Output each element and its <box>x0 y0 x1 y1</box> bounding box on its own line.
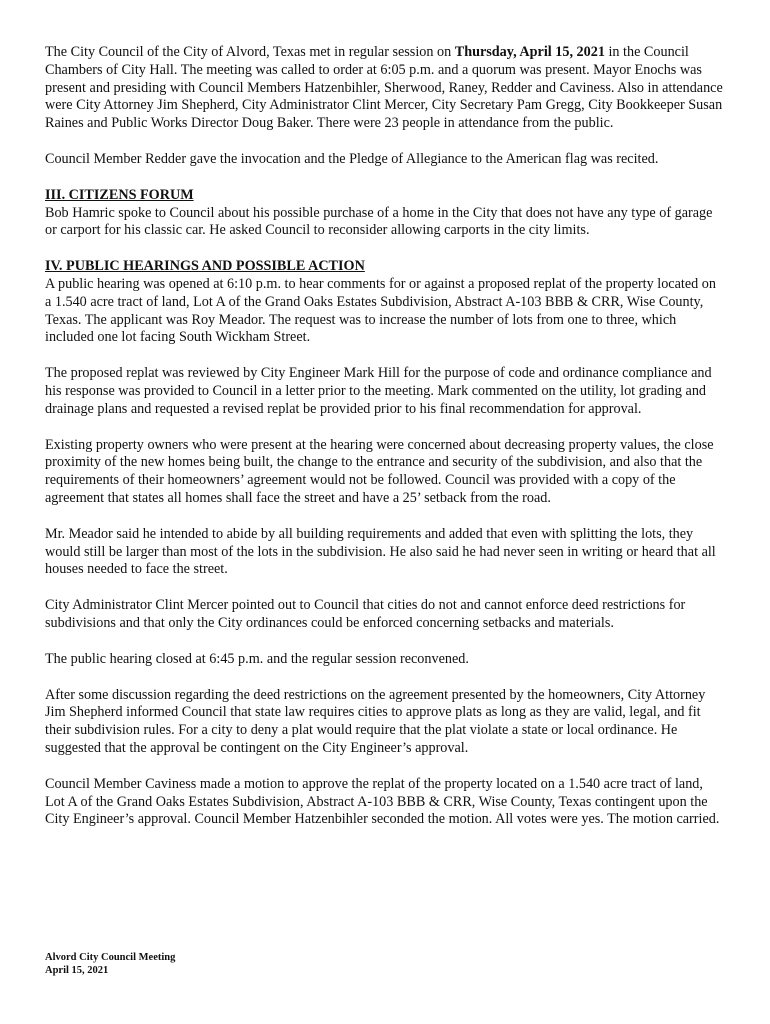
citizens-forum-text: Bob Hamric spoke to Council about his possible purchase of a home in the City that does not have any type of garage or carport for his classic car. He asked Council to reconsider allowing carports in the city limits. <box>45 204 713 239</box>
minutes-body <box>45 44 725 847</box>
public-hearings-section <box>45 258 725 829</box>
citizens-forum-section <box>45 187 725 240</box>
hearing-paragraph: Existing property owners who were present at the hearing were concerned about decreasing property values, the close proximity of the new homes being built, the change to the entrance and security of the subdivision, and also that the requirements of their homeowners’ agreement would not be followed. Council was provided with a copy of the agreement that states all homes shall face the street and have a 25’ setback from the road. <box>45 436 714 506</box>
hearing-paragraph: A public hearing was opened at 6:10 p.m. to hear comments for or against a proposed replat of the property located on a 1.540 acre tract of land, Lot A of the Grand Oaks Estates Subdivision, Abstract A-103 BBB & CRR, Wise County, Texas. The applicant was Roy Meador. The request was to increase the number of lots from one to three, which included one lot facing South Wickham Street. <box>45 275 716 346</box>
meeting-date: Thursday, April 15, 2021 <box>454 44 605 60</box>
intro-lead: The City Council of the City of Alvord, Texas met in regular session on <box>45 44 455 60</box>
hearing-paragraph: The public hearing closed at 6:45 p.m. and the regular session reconvened. <box>45 650 469 667</box>
intro-paragraph <box>45 44 725 133</box>
intro-rest: in the Council Chambers of City Hall. The meeting was called to order at 6:05 p.m. and a quorum was present. Mayor Enochs was present and presiding with Council Members Hatzenbihler, Sherwood, Raney, Redder and Caviness. Also in attendance were City Attorney Jim Shepherd, City Administrator Clint Mercer, City Secretary Pam Gregg, City Bookkeeper Susan Raines and Public Works Director Doug Baker. There were 23 people in attendance from the public. <box>45 44 723 132</box>
footer-title: Alvord City Council Meeting <box>45 952 176 963</box>
page-footer <box>45 951 175 977</box>
invocation-paragraph: Council Member Redder gave the invocation and the Pledge of Allegiance to the American flag was recited. <box>45 150 659 167</box>
hearing-paragraph: Mr. Meador said he intended to abide by all building requirements and added that even with splitting the lots, they would still be larger than most of the lots in the subdivision. He also said he had never seen in writing or heard that all houses needed to face the street. <box>45 525 716 578</box>
citizens-forum-heading: III. CITIZENS FORUM <box>45 186 194 203</box>
hearing-paragraph: City Administrator Clint Mercer pointed out to Council that cities do not and cannot enforce deed restrictions for subdivisions and that only the City ordinances could be enforced concerning setbacks and materials. <box>45 597 686 631</box>
hearing-paragraph: After some discussion regarding the deed restrictions on the agreement presented by the homeowners, City Attorney Jim Shepherd informed Council that state law requires cities to approve plats as long as they are valid, legal, and fit their subdivision rules. For a city to deny a plat would require that the plat violate a state or local ordinance. He suggested that the approval be contingent on the City Engineer’s approval. <box>45 686 706 756</box>
hearing-paragraph: The proposed replat was reviewed by City Engineer Mark Hill for the purpose of code and ordinance compliance and his response was provided to Council in a letter prior to the meeting. Mark commented on the utility, lot grading and drainage plans and requested a revised replat be provided prior to his final recommendation for approval. <box>45 365 712 417</box>
hearing-paragraph: Council Member Caviness made a motion to approve the replat of the property located on a 1.540 acre tract of land, Lot A of the Grand Oaks Estates Subdivision, Abstract A-103 BBB & CRR, Wise County, Texas contingent upon the City Engineer’s approval. Council Member Hatzenbihler seconded the motion. All votes were yes. The motion carried. <box>45 775 720 828</box>
public-hearings-heading: IV. PUBLIC HEARINGS AND POSSIBLE ACTION <box>45 258 365 275</box>
footer-date: April 15, 2021 <box>45 965 109 976</box>
